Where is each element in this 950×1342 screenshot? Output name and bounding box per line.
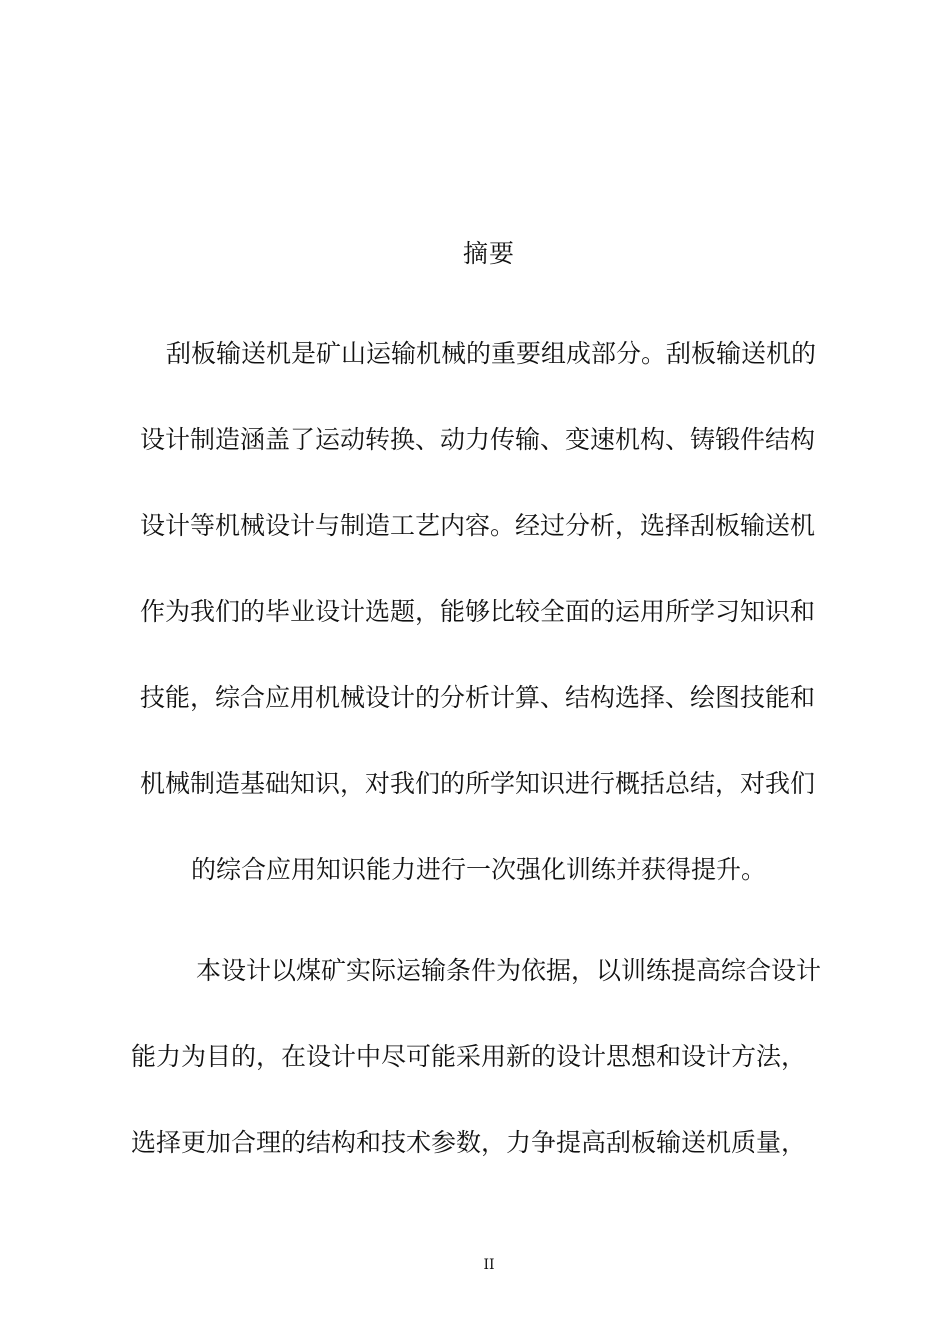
paragraph-line: 技能，综合应用机械设计的分析计算、结构选择、绘图技能和 — [140, 683, 816, 712]
paragraph-line: 能力为目的，在设计中尽可能采用新的设计思想和设计方法， — [131, 1042, 807, 1071]
paragraph-line: 作为我们的毕业设计选题，能够比较全面的运用所学习知识和 — [140, 597, 816, 626]
page-title: 摘要 — [462, 239, 515, 268]
paragraph-line: 设计等机械设计与制造工艺内容。经过分析，选择刮板输送机 — [140, 511, 816, 540]
paragraph-line: 本设计以煤矿实际运输条件为依据，以训练提高综合设计 — [196, 956, 822, 985]
paragraph-line: 设计制造涵盖了运动转换、动力传输、变速机构、铸锻件结构 — [140, 425, 816, 454]
paragraph-line: 的综合应用知识能力进行一次强化训练并获得提升。 — [191, 855, 767, 884]
paragraph-line: 选择更加合理的结构和技术参数，力争提高刮板输送机质量， — [131, 1128, 807, 1157]
page-number: II — [483, 1257, 495, 1273]
paragraph-line: 刮板输送机是矿山运输机械的重要组成部分。刮板输送机的 — [166, 339, 817, 368]
paragraph-line: 机械制造基础知识，对我们的所学知识进行概括总结，对我们 — [140, 769, 816, 798]
